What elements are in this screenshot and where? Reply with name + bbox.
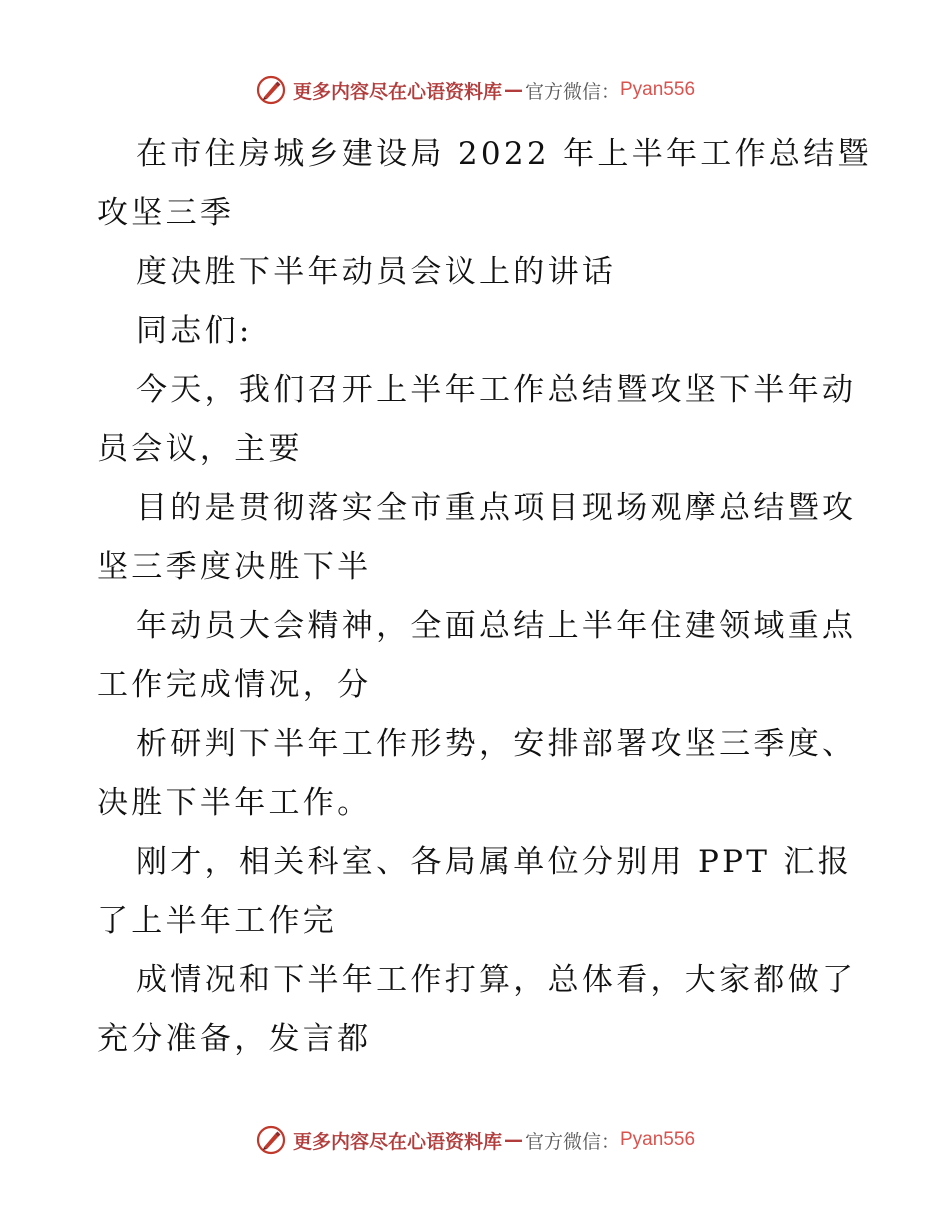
text-line: 析研判下半年工作形势，安排部署攻坚三季度、 bbox=[136, 726, 857, 762]
watermark-wechat-id: Pyan556 bbox=[620, 1129, 696, 1150]
text-line: 在市住房城乡建设局 2022 年上半年工作总结暨 bbox=[136, 136, 872, 172]
text-line: 今天，我们召开上半年工作总结暨攻坚下半年动 bbox=[136, 372, 857, 408]
text-line: 度决胜下半年动员会议上的讲话 bbox=[136, 254, 617, 290]
watermark-label: 官方微信： bbox=[524, 1130, 620, 1153]
text-line: 年动员大会精神，全面总结上半年住建领域重点 bbox=[136, 608, 857, 644]
pen-logo-icon bbox=[255, 74, 287, 106]
text-line: 目的是贯彻落实全市重点项目现场观摩总结暨攻 bbox=[136, 490, 857, 526]
watermark-dash: — bbox=[503, 79, 523, 101]
text-line: 员会议，主要 bbox=[97, 431, 303, 467]
header-watermark bbox=[0, 70, 950, 110]
text-line: 充分准备，发言都 bbox=[97, 1021, 372, 1057]
text-line: 工作完成情况，分 bbox=[97, 667, 372, 703]
watermark-brand-text: 更多内容尽在心语资料库 bbox=[292, 1130, 502, 1153]
text-line: 成情况和下半年工作打算，总体看，大家都做了 bbox=[136, 962, 857, 998]
text-line: 刚才，相关科室、各局属单位分别用 PPT 汇报 bbox=[136, 844, 852, 880]
text-line: 了上半年工作完 bbox=[97, 903, 338, 939]
text-line: 坚三季度决胜下半 bbox=[97, 549, 372, 585]
text-line: 同志们: bbox=[136, 313, 253, 349]
pen-logo-icon bbox=[255, 1124, 287, 1156]
watermark-wechat-id: Pyan556 bbox=[620, 79, 696, 100]
document-body bbox=[97, 125, 872, 1069]
text-line: 攻坚三季 bbox=[97, 195, 235, 231]
watermark-brand-text: 更多内容尽在心语资料库 bbox=[292, 80, 502, 103]
watermark-dash: — bbox=[503, 1129, 523, 1151]
watermark-label: 官方微信： bbox=[524, 80, 620, 103]
text-line: 决胜下半年工作。 bbox=[97, 785, 372, 821]
footer-watermark bbox=[0, 1120, 950, 1160]
